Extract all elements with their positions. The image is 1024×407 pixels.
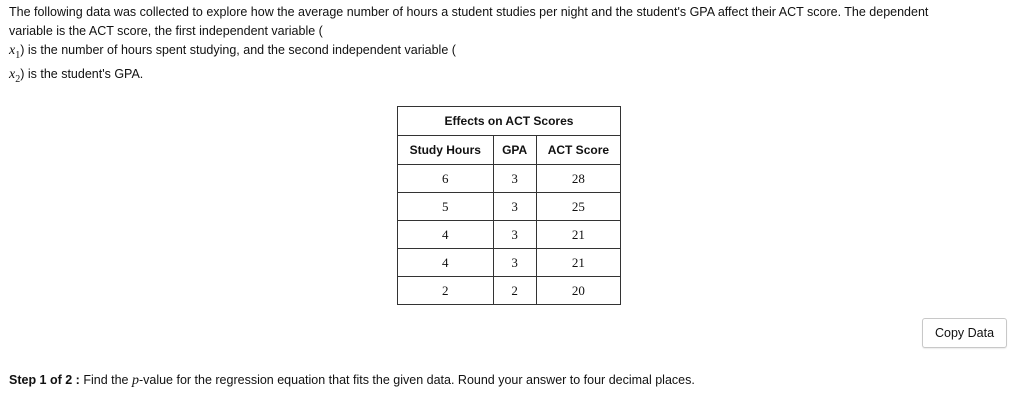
cell-gpa: 3 xyxy=(493,165,536,193)
cell-act-score: 25 xyxy=(536,193,620,221)
cell-study-hours: 5 xyxy=(398,193,494,221)
cell-study-hours: 4 xyxy=(398,221,494,249)
intro-line-4: $x_2$) is the student's GPA. xyxy=(9,66,144,85)
table-title: Effects on ACT Scores xyxy=(398,107,621,136)
step-text-after: -value for the regression equation that fits the given data. Round your answer to four decimal places. xyxy=(138,373,695,387)
table-header-row xyxy=(398,136,621,165)
table-row xyxy=(398,249,621,277)
cell-study-hours: 2 xyxy=(398,277,494,305)
p-variable: p xyxy=(131,373,139,388)
table-row xyxy=(398,165,621,193)
table-title-row xyxy=(398,107,621,136)
table-row xyxy=(398,221,621,249)
table-row xyxy=(398,277,621,305)
cell-act-score: 28 xyxy=(536,165,620,193)
cell-study-hours: 4 xyxy=(398,249,494,277)
table-row xyxy=(398,193,621,221)
cell-gpa: 3 xyxy=(493,193,536,221)
column-header-act-score: ACT Score xyxy=(536,136,620,165)
column-header-study-hours: Study Hours xyxy=(398,136,494,165)
act-scores-table xyxy=(397,106,621,305)
cell-act-score: 20 xyxy=(536,277,620,305)
intro-line-1: The following data was collected to explore how the average number of hours a student studies per night and the student's GPA affect their ACT score. The dependent xyxy=(9,5,929,19)
intro-line-2: variable is the ACT score, the first independent variable ( xyxy=(9,24,323,38)
step-label: Step 1 of 2 : xyxy=(9,373,80,387)
problem-statement xyxy=(9,3,1014,89)
intro-line-3: $x_1$) is the number of hours spent studying, and the second independent variable ( xyxy=(9,43,456,61)
cell-gpa: 3 xyxy=(493,249,536,277)
copy-data-button[interactable]: Copy Data xyxy=(922,318,1007,348)
cell-act-score: 21 xyxy=(536,249,620,277)
cell-gpa: 3 xyxy=(493,221,536,249)
variable-x2: $x_2$ xyxy=(9,66,21,85)
cell-gpa: 2 xyxy=(493,277,536,305)
step-instruction xyxy=(9,371,695,390)
cell-study-hours: 6 xyxy=(398,165,494,193)
cell-act-score: 21 xyxy=(536,221,620,249)
step-text-before: Find the xyxy=(83,373,132,387)
variable-x1: $x_1$ xyxy=(9,43,21,61)
column-header-gpa: GPA xyxy=(493,136,536,165)
